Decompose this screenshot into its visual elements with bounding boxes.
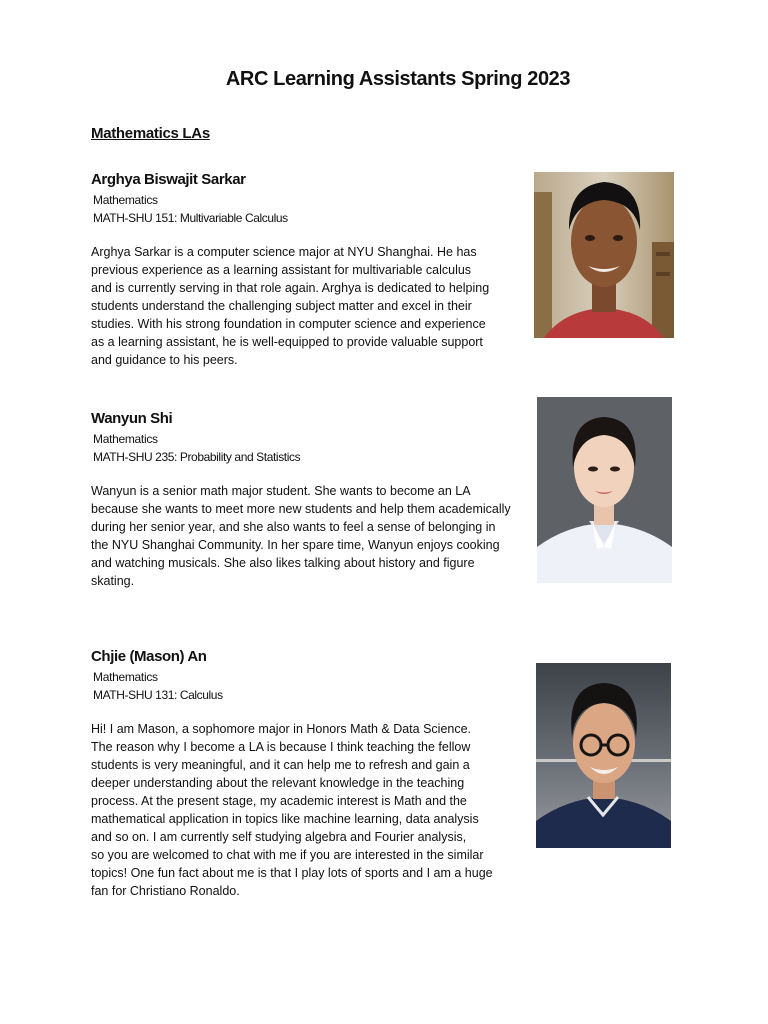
bio-line: during her senior year, and she also wants to feel a sense of belonging in (91, 520, 496, 534)
bio-line: because she wants to meet more new students and help them academically (91, 502, 511, 516)
bio-line: and so on. I am currently self studying algebra and Fourier analysis, (91, 830, 467, 844)
bio-line: as a learning assistant, he is well-equipped to provide valuable support (91, 335, 483, 349)
page-title: ARC Learning Assistants Spring 2023 (225, 68, 571, 90)
profile-photo (534, 172, 674, 338)
profile-bio (91, 243, 489, 369)
bio-line: and is currently serving in that role again. Arghya is dedicated to helping (91, 281, 490, 295)
bio-line: students understand the challenging subject matter and excel in their (91, 299, 472, 313)
bio-line: the NYU Shanghai Community. In her spare time, Wanyun enjoys cooking (91, 538, 500, 552)
bio-line: studies. With his strong foundation in computer science and experience (91, 317, 486, 331)
bio-line: students is very meaningful, and it can help me to refresh and gain a (91, 758, 470, 772)
bio-line: and guidance to his peers. (91, 353, 238, 367)
profile-name: Arghya Biswajit Sarkar (91, 171, 246, 188)
bio-line: Arghya Sarkar is a computer science major at NYU Shanghai. He has (91, 245, 477, 259)
bio-line: topics! One fun fact about me is that I play lots of sports and I am a huge (91, 866, 493, 880)
bio-line: fan for Christiano Ronaldo. (91, 884, 240, 898)
bio-line: process. At the present stage, my academic interest is Math and the (91, 794, 467, 808)
bio-line: deeper understanding about the relevant knowledge in the teaching (91, 776, 465, 790)
section-heading: Mathematics LAs (91, 125, 210, 142)
profile-department: Mathematics (93, 193, 158, 207)
profile-department: Mathematics (93, 670, 158, 684)
profile-name: Wanyun Shi (91, 410, 173, 427)
profile-course: MATH-SHU 235: Probability and Statistics (93, 450, 301, 464)
profile-name: Chjie (Mason) An (91, 648, 207, 665)
bio-line: mathematical application in topics like machine learning, data analysis (91, 812, 479, 826)
bio-line: previous experience as a learning assistant for multivariable calculus (91, 263, 472, 277)
profile-department: Mathematics (93, 432, 158, 446)
bio-line: so you are welcomed to chat with me if you are interested in the similar (91, 848, 484, 862)
profile-course: MATH-SHU 151: Multivariable Calculus (93, 211, 288, 225)
profile-course: MATH-SHU 131: Calculus (93, 688, 223, 702)
profile-photo (536, 663, 671, 848)
profile-bio (91, 482, 511, 590)
profile-photo (537, 397, 672, 583)
profile-bio (91, 720, 493, 900)
bio-line: skating. (91, 574, 135, 588)
bio-line: Hi! I am Mason, a sophomore major in Honors Math & Data Science. (91, 722, 472, 736)
bio-line: and watching musicals. She also likes talking about history and figure (91, 556, 475, 570)
bio-line: The reason why I become a LA is because I think teaching the fellow (91, 740, 471, 754)
bio-line: Wanyun is a senior math major student. She wants to become an LA (91, 484, 471, 498)
